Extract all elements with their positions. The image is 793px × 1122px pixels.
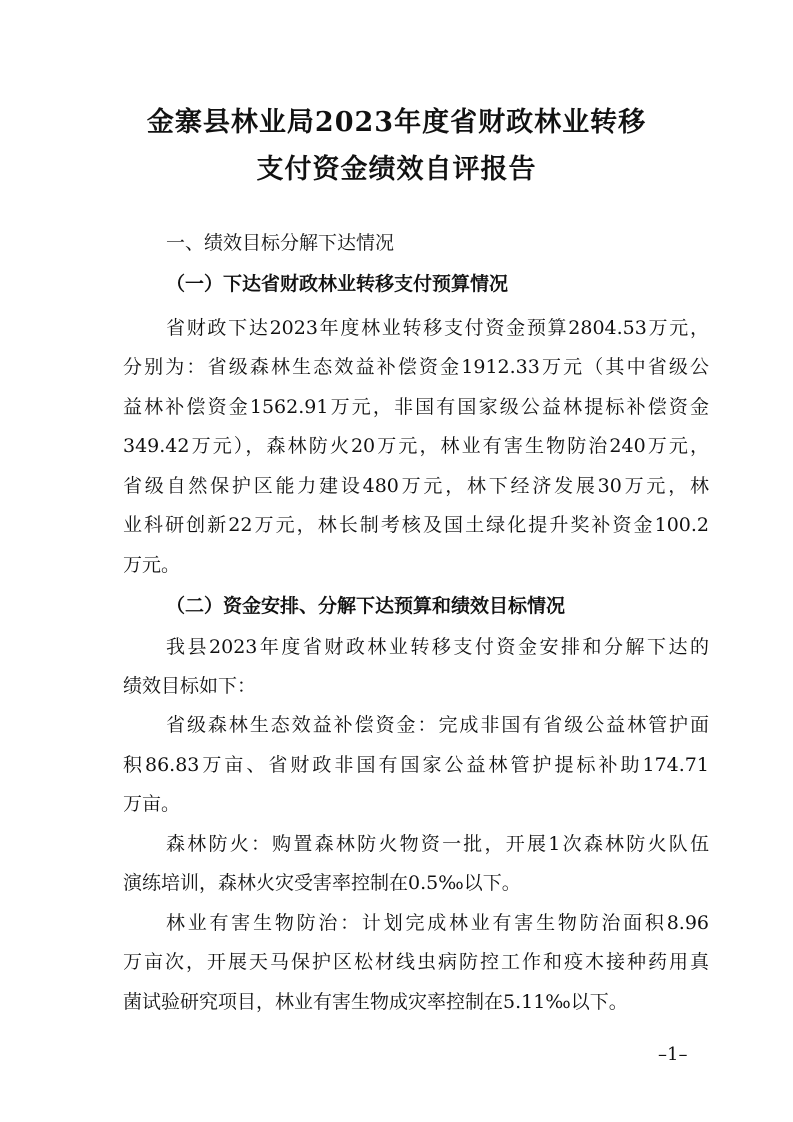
paragraph-line: 万亩。 [123, 793, 181, 815]
paragraph-line: 绩效目标如下： [123, 675, 257, 697]
paragraph-line: 省财政下达2023年度林业转移支付资金预算2804.53万元， [166, 317, 709, 339]
paragraph-line: 万亩次，开展天马保护区松材线虫病防控工作和疫木接种药用真 [123, 951, 709, 973]
paragraph-line: 益林补偿资金1562.91万元，非国有国家级公益林提标补偿资金 [123, 396, 709, 418]
paragraph-line: 森林防火：购置森林防火物资一批，开展1次森林防火队伍 [166, 833, 709, 855]
subsection2-heading: （二）资金安排、分解下达预算和绩效目标情况 [166, 595, 566, 617]
document-title-line2: 支付资金绩效自评报告 [256, 154, 537, 185]
section1-heading: 一、绩效目标分解下达情况 [166, 232, 395, 254]
subsection1-heading: （一）下达省财政林业转移支付预算情况 [166, 273, 509, 295]
page-number: –1– [658, 1044, 688, 1065]
paragraph-line: 菌试验研究项目，林业有害生物成灾率控制在5.11‰以下。 [123, 991, 628, 1013]
paragraph-line: 业科研创新22万元，林长制考核及国土绿化提升奖补资金100.2 [123, 514, 709, 536]
paragraph-line: 林业有害生物防治：计划完成林业有害生物防治面积8.96 [166, 912, 709, 934]
paragraph-line: 积86.83万亩、省财政非国有国家公益林管护提标补助174.71 [123, 754, 709, 776]
paragraph-line: 分别为：省级森林生态效益补偿资金1912.33万元（其中省级公 [123, 356, 709, 378]
document-title-line1: 金寨县林业局2023年度省财政林业转移 [146, 107, 647, 138]
paragraph-line: 省级森林生态效益补偿资金：完成非国有省级公益林管护面 [166, 714, 709, 736]
paragraph-line: 我县2023年度省财政林业转移支付资金安排和分解下达的 [166, 636, 709, 658]
paragraph-line: 省级自然保护区能力建设480万元，林下经济发展30万元，林 [123, 475, 709, 497]
paragraph-line: 万元。 [123, 554, 181, 576]
paragraph-line: 演练培训，森林火灾受害率控制在0.5‰以下。 [123, 872, 521, 894]
paragraph-line: 349.42万元），森林防火20万元，林业有害生物防治240万元， [123, 435, 709, 457]
